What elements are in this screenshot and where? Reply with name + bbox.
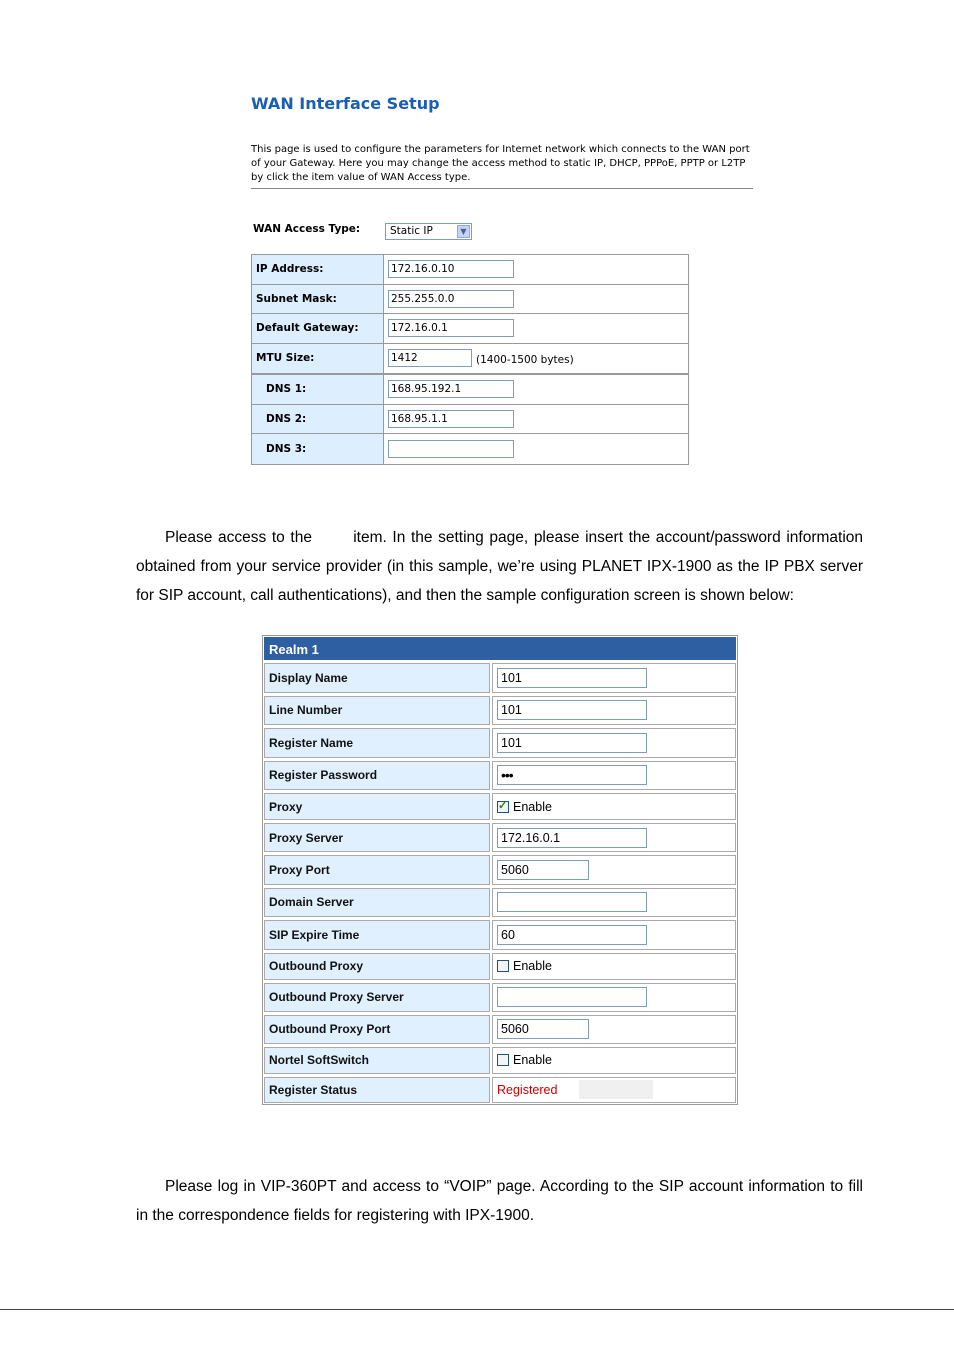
realm-row-outbound-proxy-server xyxy=(263,981,737,1013)
checkbox-label: Enable xyxy=(513,799,552,814)
realm-row-proxy-port xyxy=(263,853,737,886)
field-label: Register Password xyxy=(264,761,490,791)
proxy-server-input[interactable]: 172.16.0.1 xyxy=(497,828,647,848)
field-label: Display Name xyxy=(264,663,490,693)
outbound-proxy-port-input[interactable]: 5060 xyxy=(497,1019,589,1039)
field-label: Proxy xyxy=(264,793,490,820)
field-label: Register Status xyxy=(264,1077,490,1104)
domain-server-input[interactable] xyxy=(497,892,647,912)
realm-row-outbound-proxy xyxy=(263,951,737,981)
realm-row-sip-expire-time xyxy=(263,918,737,951)
field-label: Register Name xyxy=(264,728,490,758)
display-name-input[interactable]: 101 xyxy=(497,668,647,688)
realm-row-register-password xyxy=(263,759,737,792)
realm-row-line-number xyxy=(263,694,737,727)
dns2-input[interactable]: 168.95.1.1 xyxy=(388,410,514,428)
mtu-size-input[interactable]: 1412 xyxy=(388,349,472,367)
wan-row-dns2 xyxy=(252,405,688,435)
wan-row-subnet-mask xyxy=(252,285,688,315)
realm-row-proxy xyxy=(263,791,737,821)
proxy-port-input[interactable]: 5060 xyxy=(497,860,589,880)
proxy-enable-checkbox[interactable] xyxy=(497,801,509,813)
register-status-value: Registered xyxy=(497,1082,558,1097)
instruction-paragraph-1 xyxy=(136,523,863,610)
field-label: Default Gateway: xyxy=(252,314,384,343)
wan-access-type-label: WAN Access Type: xyxy=(253,223,361,235)
line-number-input[interactable]: 101 xyxy=(497,700,647,720)
register-password-input[interactable]: ••• xyxy=(497,765,647,785)
wan-row-dns3 xyxy=(252,434,688,464)
wan-access-type-value: Static IP xyxy=(390,225,433,237)
dns3-input[interactable] xyxy=(388,440,514,458)
field-label: DNS 3: xyxy=(252,434,384,464)
wan-row-mtu-size xyxy=(252,344,688,374)
field-label: Outbound Proxy xyxy=(264,953,490,980)
field-label: Line Number xyxy=(264,696,490,726)
nortel-softswitch-enable-checkbox[interactable] xyxy=(497,1054,509,1066)
wan-dns-table xyxy=(251,374,689,465)
outbound-proxy-server-input[interactable] xyxy=(497,987,647,1007)
chevron-down-icon[interactable]: ▼ xyxy=(457,225,470,238)
realm-row-display-name xyxy=(263,661,737,694)
field-label: Outbound Proxy Server xyxy=(264,983,490,1012)
register-name-input[interactable]: 101 xyxy=(497,733,647,753)
field-label: Nortel SoftSwitch xyxy=(264,1047,490,1074)
checkbox-label: Enable xyxy=(513,1053,552,1068)
ip-address-input[interactable]: 172.16.0.10 xyxy=(388,260,514,278)
realm-row-outbound-proxy-port xyxy=(263,1013,737,1046)
realm-row-register-name xyxy=(263,726,737,759)
wan-row-ip-address xyxy=(252,255,688,285)
field-label: Proxy Port xyxy=(264,855,490,885)
subnet-mask-input[interactable]: 255.255.0.0 xyxy=(388,290,514,308)
checkbox-label: Enable xyxy=(513,959,552,973)
realm-table xyxy=(262,635,738,1105)
wan-row-default-gateway xyxy=(252,314,688,344)
field-label: MTU Size: xyxy=(252,344,384,374)
wan-setup-title: WAN Interface Setup xyxy=(251,94,440,113)
wan-setup-panel xyxy=(251,94,755,455)
wan-row-dns1 xyxy=(252,375,688,405)
wan-setup-description: This page is used to configure the parameters for Internet network which connects to the WAN port of your Gateway. Here you may change the access method to static IP, DHCP, PPPoE, PPTP or L2TP by click the item value of WAN Access type. xyxy=(251,144,750,183)
wan-access-type-select[interactable] xyxy=(385,223,472,240)
status-indicator-bar xyxy=(579,1080,653,1099)
realm-row-nortel-softswitch xyxy=(263,1045,737,1075)
field-label: DNS 1: xyxy=(252,375,384,404)
realm-row-domain-server xyxy=(263,886,737,919)
sip-expire-time-input[interactable]: 60 xyxy=(497,925,647,945)
realm-title: Realm 1 xyxy=(263,636,737,661)
realm-row-proxy-server xyxy=(263,821,737,853)
outbound-proxy-enable-checkbox[interactable] xyxy=(497,960,509,972)
mtu-size-hint: (1400-1500 bytes) xyxy=(476,354,574,367)
field-label: Proxy Server xyxy=(264,823,490,852)
field-label: SIP Expire Time xyxy=(264,920,490,950)
field-label: Subnet Mask: xyxy=(252,285,384,314)
footer-divider xyxy=(0,1309,954,1310)
instruction-paragraph-2 xyxy=(136,1172,863,1230)
field-label: DNS 2: xyxy=(252,405,384,434)
paragraph-text: Please access to the xyxy=(165,529,312,546)
paragraph-text: Please log in VIP-360PT and access to “VOIP” page. According to the SIP account information to fill in the correspondence fields for registering with IPX-1900. xyxy=(136,1178,863,1224)
default-gateway-input[interactable]: 172.16.0.1 xyxy=(388,319,514,337)
wan-ip-table xyxy=(251,254,689,374)
dns1-input[interactable]: 168.95.192.1 xyxy=(388,380,514,398)
field-label: Domain Server xyxy=(264,888,490,918)
realm-row-register-status xyxy=(263,1075,737,1105)
field-label: IP Address: xyxy=(252,255,384,284)
field-label: Outbound Proxy Port xyxy=(264,1015,490,1045)
divider xyxy=(251,188,753,189)
paragraph-text: item. In the setting page, please insert the account/password information obtained from your service provider (in this sample, we’re using PLANET IPX-1900 as the IP PBX server for SIP account, call authentications), and then the sample configuration screen is shown below: xyxy=(136,529,864,604)
